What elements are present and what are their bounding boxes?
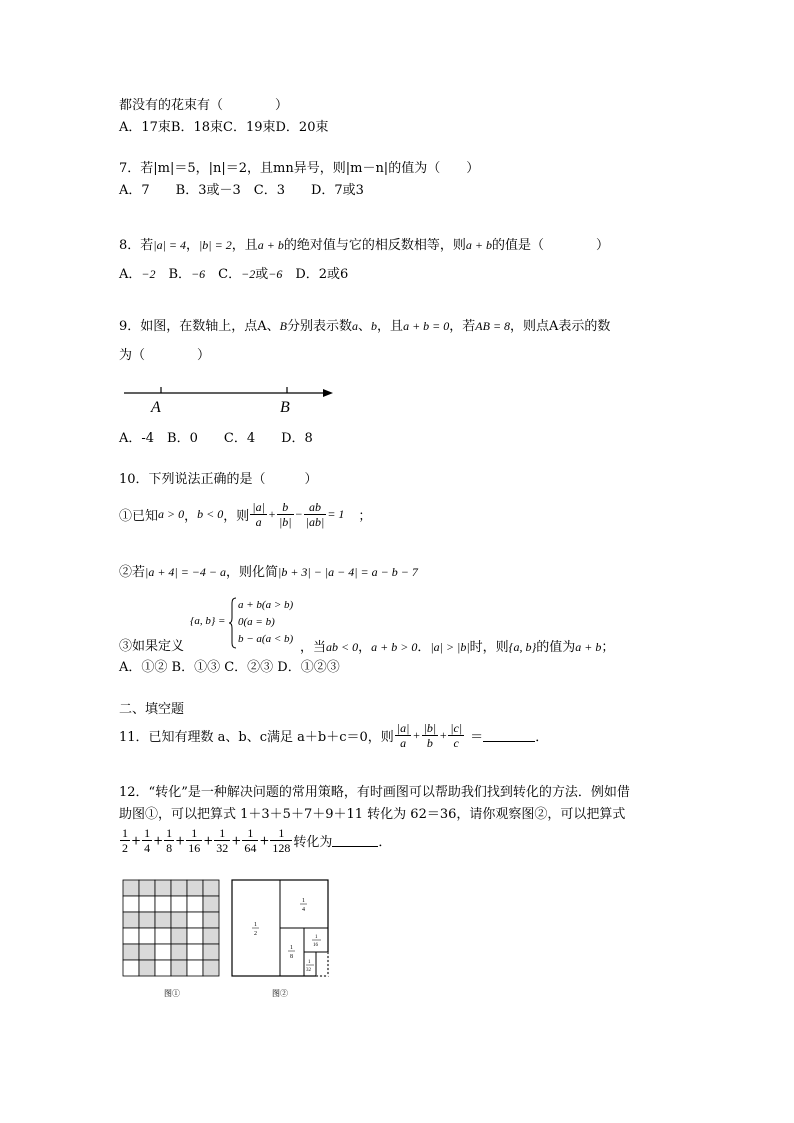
frac-denominator: 32 [216,841,229,855]
q8-a-plus-b: a + b [257,238,284,252]
q10-frac-b-over-abs-b [277,500,294,529]
grid-cell [155,928,171,944]
grid-cell [187,896,203,912]
number-line-arrow [323,389,333,397]
q10-s3-text: 的值为 [536,640,576,655]
q9-ab-length: AB = 8 [475,319,511,333]
label-sixteenth-n: 1 [315,935,318,940]
q10-stem: 10．下列说法正确的是（ ） [119,472,318,487]
q9-var-a: a [352,319,359,333]
q12-line-3 [119,826,391,855]
grid-cell [187,880,203,896]
q8-a-plus-b: a + b [465,238,492,252]
q12-text: ． [378,835,392,850]
frac-numerator: 1 [214,826,230,841]
q10-s1-cond-b: b < 0 [197,507,224,521]
frac-numerator: b [277,500,294,515]
q12-fraction [214,826,230,855]
q6-options: A．17束B．18束C．19束D．20束 [119,120,329,135]
q10-s2-text: ②若 [119,565,146,580]
plus-sign: + [153,833,164,848]
number-line-figure [120,380,340,416]
frac-denominator: |ab| [305,515,325,529]
grid-cell [123,928,139,944]
frac-numerator: |b| [423,721,437,735]
q9-stem-line2: 为（ ） [119,348,211,363]
q10-s1-result: = 1 [327,507,345,521]
label-thirtysecond-n: 1 [308,960,311,965]
q9-text: 9．如图，在数轴上，点A、 [119,319,280,334]
q9-text: ，若 [449,319,476,334]
grid-cell [171,944,187,960]
q11-frac-a [395,721,412,750]
q11-stem [119,721,548,750]
q12-line-2: 助图①，可以把算式 1＋3＋5＋7＋9＋11 转化为 62＝36，请你观察图②，可以把算式 [119,807,626,822]
label-half-n: 1 [254,922,257,928]
q10-s3-def-value: {a, b} [508,640,537,654]
q8-option-label: C． [205,267,242,282]
q10-s3-cond: |a| > |b| [430,640,470,654]
grid-cell [139,880,155,896]
grid-cell [155,912,171,928]
grid-cell [123,880,139,896]
q9-point-b: B [279,319,288,333]
frac-denominator: c [453,736,459,750]
minus-sign: − [294,507,303,521]
q12-fraction [270,826,292,855]
q9-var-b: b [371,319,378,333]
q8-option-label: D．2或6 [282,267,349,282]
q10-s1-cond-a: a > 0 [158,507,185,521]
q7-stem: 7．若|m|＝5，|n|＝2，且mn异号，则|m－n|的值为（ ） [119,161,480,176]
q8-stem [119,236,609,255]
q10-s3-definition [190,596,300,650]
frac-numerator: 1 [122,826,128,840]
grid-cell [171,896,187,912]
q12-fraction [242,826,258,855]
label-quarter-d: 4 [302,907,305,913]
q8-option-value: −2 [141,267,156,281]
q8-option-value: −2 [241,267,256,281]
q8-text: ，且 [231,238,258,253]
grid-cell [155,896,171,912]
q9-condition: a + b = 0 [403,319,450,333]
label-sixteenth-d: 16 [313,943,318,948]
grid-cell [123,960,139,976]
q10-s3-text: ，当 [300,640,327,655]
grid-cell [139,960,155,976]
frac-denominator: 8 [166,841,173,855]
q12-fraction [142,826,152,855]
q8-option-or: 或 [255,267,269,282]
frac-numerator: |a| [396,721,410,735]
plus-sign: + [439,728,448,742]
frac-denominator: a [255,515,262,529]
q11-equals: ＝ [470,730,484,745]
frac-numerator: |a| [252,500,265,514]
grid-cell [187,912,203,928]
frac-numerator: ab [304,500,327,515]
q12-fraction [120,826,130,855]
figure-2-caption: 图② [272,989,288,998]
grid-cell [123,896,139,912]
q12-fraction-sum [119,826,293,855]
label-a: A [151,399,161,416]
grid-cell [155,960,171,976]
q12-line-1: 12．“转化”是一种解决问题的常用策略，有时画图可以帮助我们找到转化的方法．例如借 [119,785,630,800]
q9-options: A．-4 B．0 C．4 D．8 [119,431,313,446]
brace-icon [229,597,237,649]
q12-fraction [186,826,202,855]
grid-cell [123,912,139,928]
frac-denominator: 4 [144,841,151,855]
q10-case-3: b − a(a < b) [238,633,294,645]
grid-cell [203,912,219,928]
q10-statement-1 [119,500,371,529]
grid-cell [139,912,155,928]
q12-answer-blank[interactable] [332,834,378,847]
plus-sign: + [203,833,214,848]
q10-frac-abs-a-over-a [250,500,267,529]
q10-options: A．①② B．①③ C．②③ D．①②③ [119,660,340,675]
q6-stem-tail: 都没有的花束有（ ） [119,98,289,113]
grid-cell [171,912,187,928]
grid-cell [203,944,219,960]
q8-text: 的绝对值与它的相反数相等，则 [283,238,466,253]
q10-s2-text: ，则化简 [226,565,279,580]
q10-s3-prefix: ③如果定义 [119,639,185,654]
q10-s1-text: ； [358,509,372,524]
q10-s3-conditions [300,638,614,657]
q10-s3-text: 时，则 [469,640,509,655]
plus-sign: + [259,833,270,848]
grid-cell [203,896,219,912]
figure-1-caption: 图① [164,989,180,998]
frac-denominator: |b| [278,515,292,529]
grid-cell [187,944,203,960]
label-eighth-d: 8 [290,954,293,960]
q11-answer-blank[interactable] [483,729,535,742]
frac-denominator: a [400,736,407,750]
q10-s3-text: ， [358,640,372,655]
section-fill-in-title: 二、填空题 [119,702,185,717]
grid-cell [171,928,187,944]
q10-s3-text: ． [417,640,431,655]
q10-s3-result: a + b [575,640,602,654]
q11-text: ． [535,730,549,745]
grid-cell [123,944,139,960]
grid-cell [171,960,187,976]
figure-1-grid [122,879,222,979]
q10-s1-text: ， [184,509,198,524]
frac-numerator: 1 [144,826,151,840]
label-eighth-n: 1 [290,945,293,951]
q10-statement-2 [119,563,418,582]
q8-option-label: B． [155,267,192,282]
q11-text: 11．已知有理数 a、b、c满足 a＋b＋c＝0，则 [119,730,394,745]
plus-sign: + [131,833,142,848]
q10-s3-text: ； [601,640,615,655]
frac-denominator: 128 [272,841,291,855]
plus-sign: + [412,728,421,742]
plus-sign: + [267,507,276,521]
q8-options [119,265,348,284]
q10-case-1: a + b(a > b) [238,599,294,611]
q11-frac-b [422,721,439,750]
label-quarter-n: 1 [302,898,305,904]
q10-s2-expression: |b + 3| − |a − 4| = a − b − 7 [278,565,418,579]
frac-denominator: 16 [188,841,201,855]
q8-abs-b: |b| = 2 [199,238,232,252]
grid-cell [187,960,203,976]
grid-cell [155,944,171,960]
q10-s1-text: ①已知 [119,509,159,524]
grid-cell [203,928,219,944]
q9-text: 、 [358,319,372,334]
grid-cell [203,880,219,896]
q10-frac-ab-over-abs-ab [304,500,327,529]
q10-s3-cond: ab < 0 [326,640,359,654]
q8-abs-a: |a| = 4 [153,238,186,252]
grid-cell [155,880,171,896]
q12-fraction [164,826,174,855]
q9-text: ，且 [377,319,404,334]
grid-cell [139,896,155,912]
q8-text: 的值是（ ） [491,238,609,253]
q9-text: ，则点A表示的数 [510,319,611,334]
q9-stem [119,317,610,336]
frac-numerator: |c| [450,721,463,735]
plus-sign: + [175,833,186,848]
grid-cell [187,928,203,944]
q8-option-value: −6 [268,267,283,281]
q8-sep: ， [185,238,199,253]
q10-s1-text: ，则 [223,509,250,524]
grid-cell [171,880,187,896]
frac-numerator: 1 [166,826,173,840]
q9-text: 分别表示数 [287,319,353,334]
figure-2-halving [231,879,331,979]
frac-denominator: b [426,736,433,750]
q11-frac-c [448,721,464,750]
label-thirtysecond-d: 32 [306,968,311,973]
frac-denominator: 2 [122,841,128,855]
q10-case-2: 0(a = b) [238,616,275,628]
grid-cell [139,944,155,960]
grid-cell [139,928,155,944]
q10-def-lhs: {a, b} = [190,615,226,627]
q12-text: 转化为 [293,835,333,850]
q10-s3-cond: a + b > 0 [371,640,418,654]
frac-numerator: 1 [270,826,292,841]
q8-option-value: −6 [191,267,206,281]
plus-sign: + [231,833,242,848]
q7-options: A．7 B．3或－3 C．3 D．7或3 [119,183,364,198]
label-half-d: 2 [254,931,257,937]
frac-denominator: 64 [244,841,257,855]
frac-numerator: 1 [186,826,202,841]
q8-option-label: A． [119,267,142,282]
frac-numerator: 1 [242,826,258,841]
label-b: B [280,399,290,416]
q10-s2-condition: |a + 4| = −4 − a [145,565,227,579]
q8-text: 8．若 [119,238,154,253]
grid-cell [203,960,219,976]
